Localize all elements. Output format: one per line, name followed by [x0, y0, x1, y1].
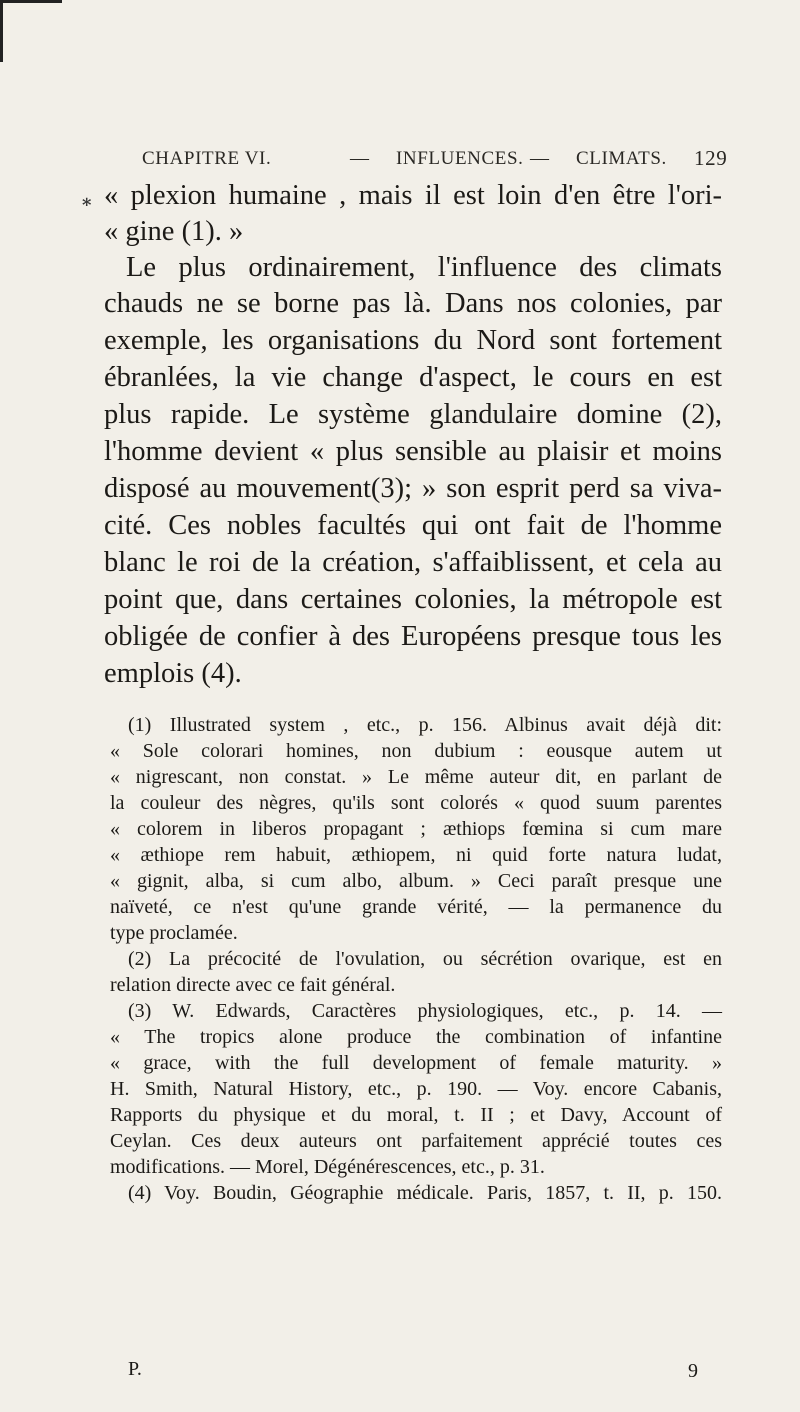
- footnote-line: (4) Voy. Boudin, Géographie médicale. Paris, 1857, t. II, p. 150.: [128, 1182, 722, 1204]
- footnote-line: modifications. — Morel, Dégénérescences, etc., p. 31.: [110, 1156, 545, 1178]
- footnote-line: « Sole colorari homines, non dubium : eousque autem ut: [110, 740, 722, 762]
- text-line: « gine (1). »: [104, 216, 244, 247]
- footnote-line: naïveté, ce n'est qu'une grande vérité, — la permanence du: [110, 896, 722, 918]
- text-line: point que, dans certaines colonies, la métropole est: [104, 584, 722, 615]
- text-line: exemple, les organisations du Nord sont fortement: [104, 325, 722, 356]
- text-line: plus rapide. Le système glandulaire domine (2),: [104, 399, 722, 430]
- text-line: cité. Ces nobles facultés qui ont fait de l'homme: [104, 510, 722, 541]
- text-line: emplois (4).: [104, 658, 242, 689]
- footnote-line: (1) Illustrated system , etc., p. 156. Albinus avait déjà dit:: [128, 714, 722, 736]
- footnote-line: Rapports du physique et du moral, t. II ; et Davy, Account of: [110, 1104, 722, 1126]
- header-dash: —: [530, 148, 550, 169]
- footnote-line: « The tropics alone produce the combination of infantine: [110, 1026, 722, 1048]
- running-header: [142, 148, 726, 174]
- scan-border-top: [0, 0, 62, 3]
- footnote-line: relation directe avec ce fait général.: [110, 974, 396, 996]
- margin-mark-icon: ⁎: [82, 190, 92, 210]
- text-line: blanc le roi de la création, s'affaiblissent, et cela au: [104, 547, 722, 578]
- header-section: INFLUENCES.: [396, 148, 524, 169]
- footnote-line: Ceylan. Ces deux auteurs ont parfaitement apprécié toutes ces: [110, 1130, 722, 1152]
- text-line: disposé au mouvement(3); » son esprit perd sa viva-: [104, 473, 722, 504]
- footnote-line: type proclamée.: [110, 922, 238, 944]
- footnote-line: (2) La précocité de l'ovulation, ou sécrétion ovarique, est en: [128, 948, 722, 970]
- scan-border-left: [0, 0, 3, 62]
- footnote-line: (3) W. Edwards, Caractères physiologiques, etc., p. 14. —: [128, 1000, 722, 1022]
- footnote-line: H. Smith, Natural History, etc., p. 190. — Voy. encore Cabanis,: [110, 1078, 722, 1100]
- footnote-line: la couleur des nègres, qu'ils sont colorés « quod suum parentes: [110, 792, 722, 814]
- text-line: Le plus ordinairement, l'influence des climats: [126, 252, 722, 283]
- header-dash: —: [350, 148, 370, 169]
- header-chapter: CHAPITRE VI.: [142, 148, 272, 169]
- footnote-line: « æthiope rem habuit, æthiopem, ni quid forte natura ludat,: [110, 844, 722, 866]
- text-line: ébranlées, la vie change d'aspect, le cours en est: [104, 362, 722, 393]
- footnote-line: « colorem in liberos propagant ; æthiops fœmina si cum mare: [110, 818, 722, 840]
- sheet-number: 9: [688, 1360, 698, 1382]
- footnote-line: « nigrescant, non constat. » Le même auteur dit, en parlant de: [110, 766, 722, 788]
- signature-mark: P.: [128, 1358, 142, 1380]
- footnote-line: « gignit, alba, si cum albo, album. » Ceci paraît presque une: [110, 870, 722, 892]
- header-subsection: CLIMATS.: [576, 148, 667, 169]
- page-number: 129: [694, 146, 728, 170]
- text-line: « plexion humaine , mais il est loin d'en être l'ori-: [104, 180, 722, 211]
- text-line: chauds ne se borne pas là. Dans nos colonies, par: [104, 288, 722, 319]
- text-line: obligée de confier à des Européens presque tous les: [104, 621, 722, 652]
- footnote-line: « grace, with the full development of female maturity. »: [110, 1052, 722, 1074]
- text-line: l'homme devient « plus sensible au plaisir et moins: [104, 436, 722, 467]
